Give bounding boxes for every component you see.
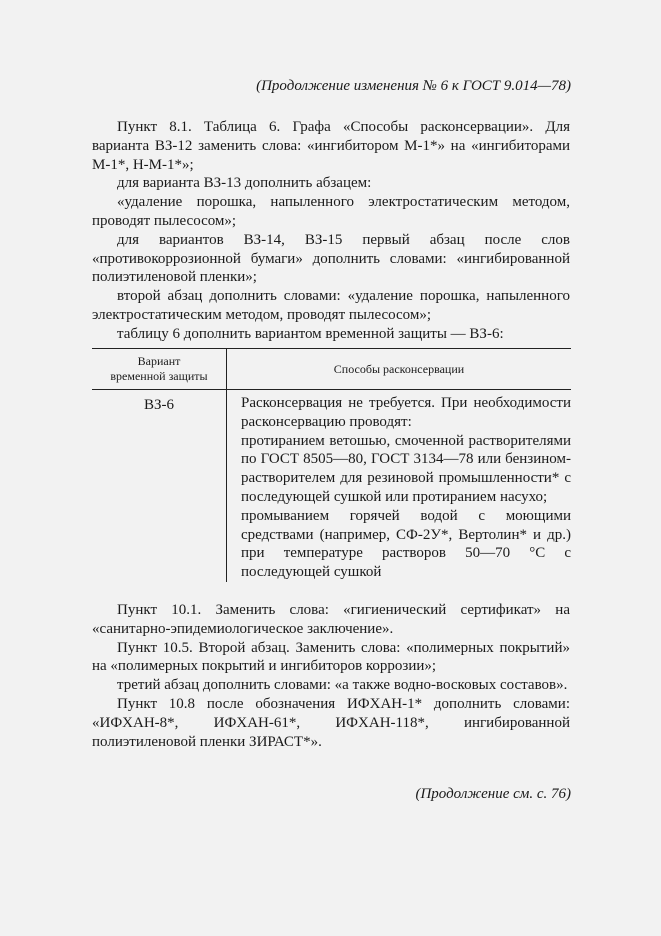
continuation-header: (Продолжение изменения № 6 к ГОСТ 9.014—78) [256, 78, 571, 94]
paragraph: таблицу 6 дополнить вариантом временной защиты — ВЗ-6: [117, 325, 504, 342]
methods-column-header: Способы расконсервации [227, 349, 572, 390]
cell-paragraph: Расконсервация не требуется. При необходимости расконсервацию проводят: [241, 395, 571, 430]
header-line: Вариант [137, 354, 181, 368]
paragraph: Пункт 8.1. Таблица 6. Графа «Способы расконсервации». Для варианта ВЗ-12 заменить слова: «ингибитором М-1*» на «ингибиторами М-1*, Н-М-1*»; [92, 119, 570, 173]
paragraph: Пункт 10.5. Второй абзац. Заменить слова: «полимерных покрытий» на «полимерных покрытий и ингибиторов коррозии»; [92, 639, 570, 675]
methods-cell [227, 390, 572, 582]
header-line: временной защиты [110, 369, 208, 383]
cell-paragraph: протиранием ветошью, смоченной растворителями по ГОСТ 8505—80, ГОСТ 3134—78 или бензином-растворителем для резиновой промышленности* с последующей сушкой или протиранием насухо; [241, 432, 571, 505]
table-row [92, 390, 571, 582]
text-block-top [92, 118, 570, 344]
variant-cell: ВЗ-6 [92, 390, 227, 582]
paragraph: Пункт 10.1. Заменить слова: «гигиенический сертификат» на «санитарно-эпидемиологическое заключение». [92, 602, 570, 637]
paragraph: для вариантов ВЗ-14, ВЗ-15 первый абзац после слов «противокоррозионной бумаги» дополнить словами: «ингибированной полиэтиленовой пленки»; [92, 231, 570, 286]
paragraph: второй абзац дополнить словами: «удаление порошка, напыленного электростатическим методом, проводят пылесосом»; [92, 288, 570, 323]
paragraph: третий абзац дополнить словами: «а также водно-восковых составов». [117, 677, 568, 694]
continuation-footer: (Продолжение см. с. 76) [415, 786, 571, 802]
cell-paragraph: промыванием горячей водой с моющими средствами (например, СФ-2У*, Вертолин* и др.) при температуре растворов 50—70 °С с последующей сушкой [241, 507, 571, 581]
text-block-bottom [92, 601, 570, 751]
protection-variant-table [92, 348, 571, 582]
variant-column-header [92, 349, 227, 390]
table-header-row [92, 349, 571, 390]
paragraph: Пункт 10.8 после обозначения ИФХАН-1* дополнить словами: «ИФХАН-8*, ИФХАН-61*, ИФХАН-118*, ингибированной полиэтиленовой пленки ЗИРАСТ*». [92, 695, 570, 750]
paragraph: «удаление порошка, напыленного электростатическим методом, проводят пылесосом»; [92, 194, 570, 229]
paragraph: для варианта ВЗ-13 дополнить абзацем: [117, 175, 372, 192]
